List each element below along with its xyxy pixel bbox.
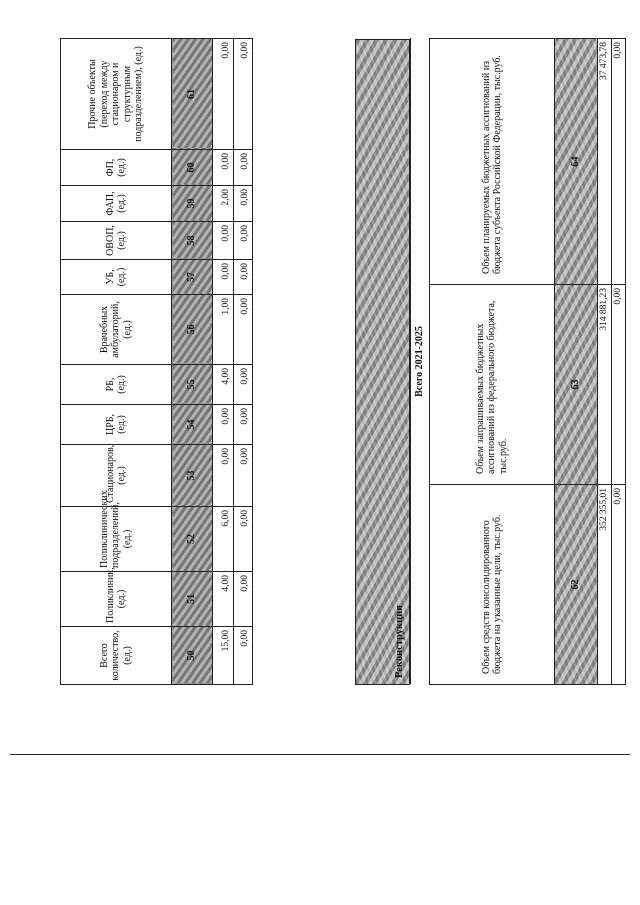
header-cell: Всего количество, (ед.) — [61, 627, 172, 685]
value-cell: 0,00 — [234, 260, 253, 295]
table-row — [234, 39, 253, 685]
value-cell: 0,00 — [234, 186, 253, 222]
value-cell: 0,00 — [213, 405, 234, 445]
total-row — [411, 38, 430, 684]
value-cell: 0,00 — [612, 285, 626, 485]
value-cell: 0,00 — [234, 507, 253, 572]
column-number: 50 — [172, 627, 213, 685]
column-number: 51 — [172, 572, 213, 627]
value-cell: 0,00 — [213, 39, 234, 150]
budget-table — [410, 38, 626, 685]
value-cell: 0,00 — [213, 445, 234, 507]
value-cell: 0,00 — [234, 627, 253, 685]
table-row — [598, 38, 612, 684]
value-cell: 37 473,78 — [598, 38, 612, 284]
column-number: 54 — [172, 405, 213, 445]
column-number: 57 — [172, 260, 213, 295]
value-cell: 0,00 — [234, 295, 253, 365]
value-cell: 0,00 — [234, 445, 253, 507]
header-cell: Врачебных амбулаторий, (ед.) — [61, 295, 172, 365]
value-cell: 0,00 — [234, 150, 253, 186]
header-cell: Стационаров, (ед.) — [61, 445, 172, 507]
column-number: 53 — [172, 445, 213, 507]
table-row — [213, 39, 234, 685]
value-cell: 6,00 — [213, 507, 234, 572]
value-cell: 4,00 — [213, 365, 234, 405]
value-cell: 0,00 — [234, 405, 253, 445]
header-cell: Поликлиник, (ед.) — [61, 572, 172, 627]
section-band — [355, 39, 410, 685]
column-number: 56 — [172, 295, 213, 365]
header-cell: Поликлинических подразделений, (ед.) — [61, 507, 172, 572]
column-number: 64 — [555, 38, 598, 284]
column-number: 61 — [172, 39, 213, 150]
column-number-row — [172, 39, 213, 685]
value-cell: 0,00 — [234, 39, 253, 150]
header-cell: УБ, (ед.) — [61, 260, 172, 295]
column-number: 58 — [172, 222, 213, 260]
column-number: 59 — [172, 186, 213, 222]
header-cell: Прочие объекты (переход между стационаром и структурным подразделением), (ед.) — [61, 39, 172, 150]
section-label: Реконструкция — [394, 605, 405, 678]
column-number: 60 — [172, 150, 213, 186]
horizontal-rule — [10, 754, 630, 755]
column-number: 52 — [172, 507, 213, 572]
header-cell: Объем запрашиваемых бюджетных ассигнований из федерального бюджета, тыс.руб. — [430, 285, 555, 485]
value-cell: 1,00 — [213, 295, 234, 365]
header-cell: ФП, (ед.) — [61, 150, 172, 186]
value-cell: 314 881,23 — [598, 285, 612, 485]
value-cell: 2,00 — [213, 186, 234, 222]
column-number: 63 — [555, 285, 598, 485]
value-cell: 0,00 — [612, 485, 626, 685]
value-cell: 15,00 — [213, 627, 234, 685]
column-number: 62 — [555, 485, 598, 685]
rotated-scan — [60, 35, 640, 685]
value-cell: 4,00 — [213, 572, 234, 627]
total-label: Всего 2021-2025 — [411, 38, 430, 684]
header-cell: Объем средств консолидированного бюджета на указанные цели, тыс.руб. — [430, 485, 555, 685]
value-cell: 0,00 — [213, 150, 234, 186]
value-cell: 0,00 — [234, 365, 253, 405]
value-cell: 0,00 — [213, 260, 234, 295]
value-cell: 0,00 — [234, 222, 253, 260]
value-cell: 0,00 — [234, 572, 253, 627]
facilities-table — [60, 38, 253, 685]
header-cell: ЦРБ, (ед.) — [61, 405, 172, 445]
table-row — [612, 38, 626, 684]
column-number: 55 — [172, 365, 213, 405]
header-cell: ФАП, (ед.) — [61, 186, 172, 222]
value-cell: 0,00 — [213, 222, 234, 260]
header-cell: РБ, (ед.) — [61, 365, 172, 405]
value-cell: 352 355,01 — [598, 485, 612, 685]
header-row — [61, 39, 172, 685]
value-cell: 0,00 — [612, 38, 626, 284]
header-cell: Объем планируемых бюджетных ассигнований из бюджета субъекта Российской Федерации, тыс.руб. — [430, 38, 555, 284]
header-cell: ОВОП, (ед.) — [61, 222, 172, 260]
header-row — [430, 38, 555, 684]
column-number-row — [555, 38, 598, 684]
